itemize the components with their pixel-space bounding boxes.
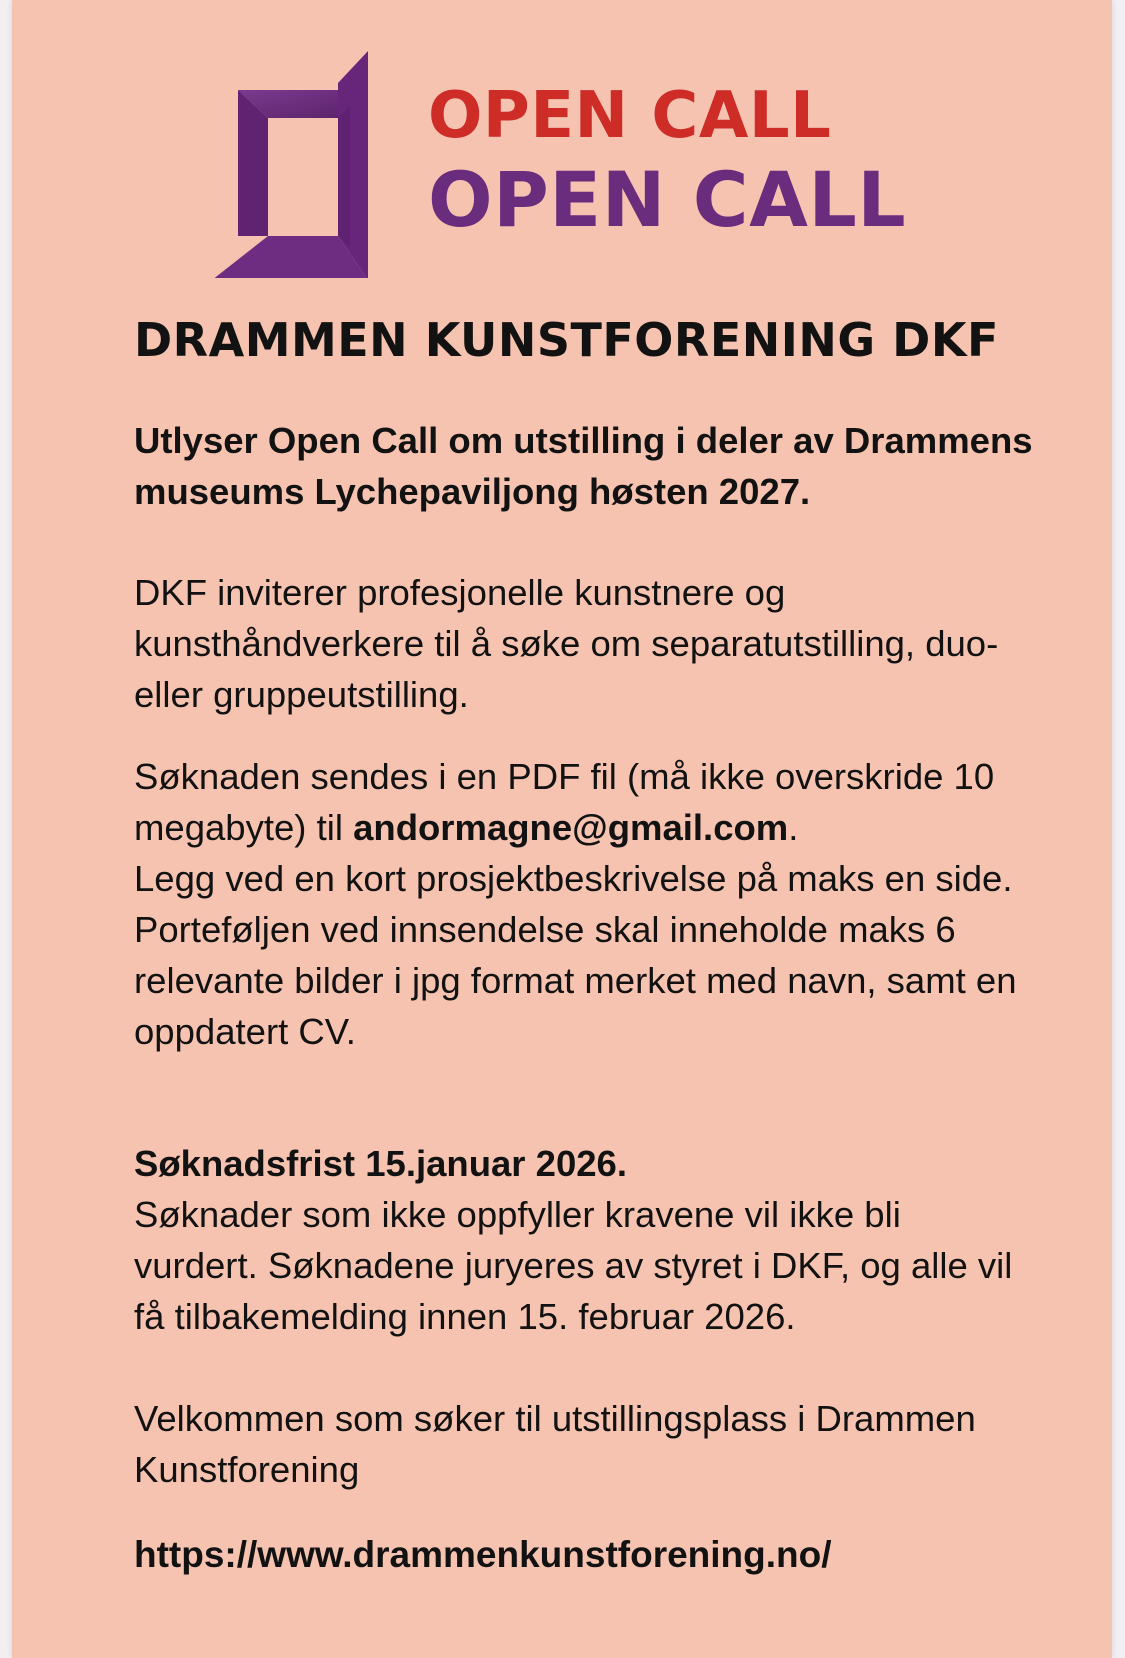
page-title: DRAMMEN KUNSTFORENING DKF (134, 313, 999, 367)
deadline-text: Søknader som ikke oppfyller kravene vil ikke bli vurdert. Søknadene juryeres av styret i DKF, og alle vil få tilbakemelding innen 15. februar 2026. (134, 1194, 1013, 1337)
application-section (134, 751, 1034, 1057)
application-text-end: . (788, 807, 799, 848)
intro-invite: DKF inviterer profesjonelle kunstnere og kunsthåndverkere til å søke om separatutstilling, duo- eller gruppeutstilling. (134, 572, 999, 715)
website-link[interactable]: https://www.drammenkunstforening.no/ (134, 1534, 832, 1575)
application-text: Søknaden sendes i en PDF fil (må ikke overskride 10 megabyte) til (134, 756, 995, 848)
portfolio-requirement: Porteføljen ved innsendelse skal inneholde maks 6 relevante bilder i jpg format merket med navn, samt en oppdatert CV. (134, 909, 1017, 1052)
poster (12, 0, 1112, 1658)
open-call-heading-red: OPEN CALL (428, 79, 832, 153)
email-link[interactable]: andormagne@gmail.com (353, 807, 789, 848)
deadline-heading: Søknadsfrist 15.januar 2026. (134, 1143, 627, 1184)
welcome-text: Velkommen som søker til utstillingsplass i Drammen Kunstforening (134, 1398, 976, 1490)
open-call-heading-purple: OPEN CALL (428, 155, 907, 244)
frame-logo-icon (210, 48, 390, 278)
project-requirement: Legg ved en kort prosjektbeskrivelse på maks en side. (134, 858, 1013, 899)
intro-lead: Utlyser Open Call om utstilling i deler av Drammens museums Lychepaviljong høsten 2027. (134, 420, 1033, 512)
deadline-section (134, 1138, 1034, 1342)
